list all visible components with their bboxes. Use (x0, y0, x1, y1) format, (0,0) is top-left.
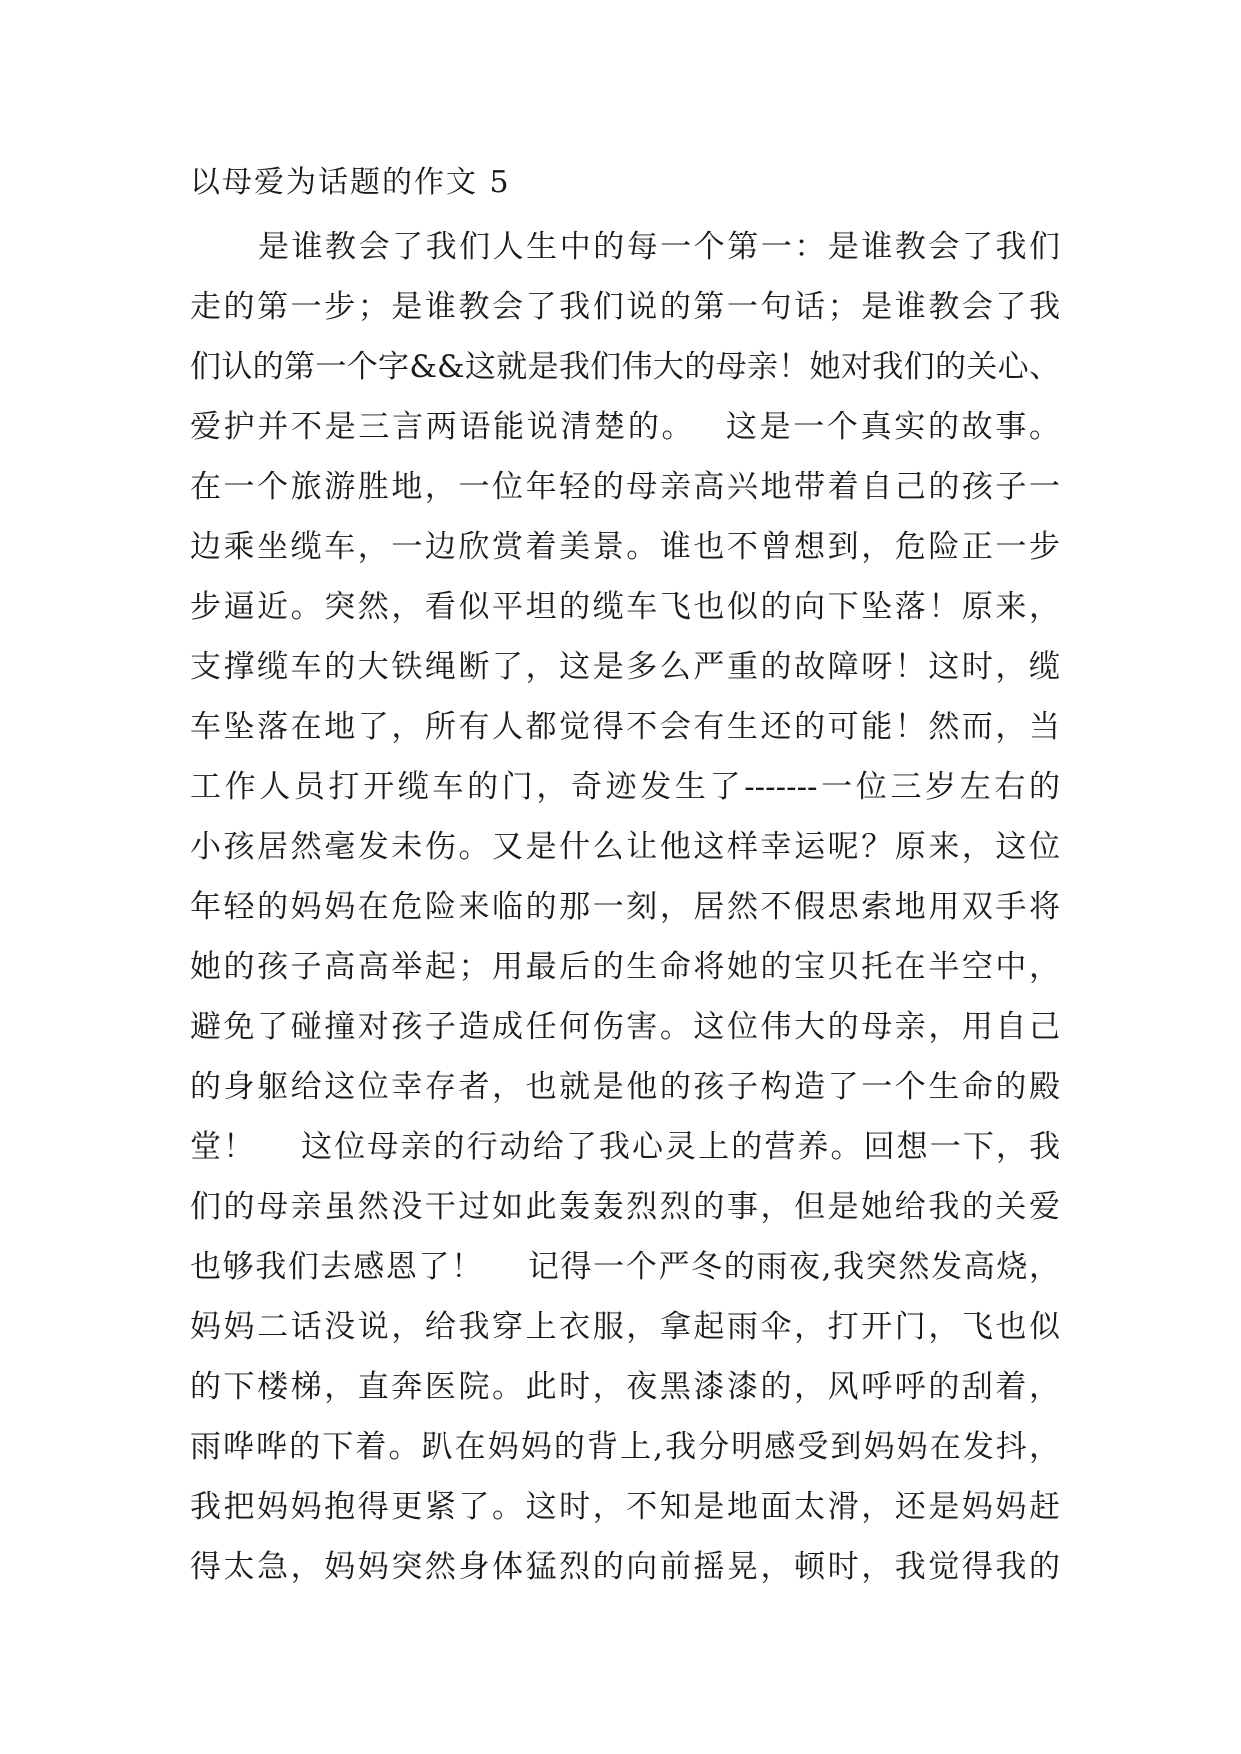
text-line: 的身躯给这位幸存者，也就是他的孩子构造了一个生命的殿 (190, 1069, 1060, 1105)
text-line: 们的母亲虽然没干过如此轰轰烈烈的事，但是她给我的关爱 (190, 1189, 1060, 1225)
text-line: 雨哗哗的下着。趴在妈妈的背上,我分明感受到妈妈在发抖， (190, 1429, 1060, 1465)
text-line: 也够我们去感恩了！ 记得一个严冬的雨夜,我突然发高烧， (190, 1249, 1060, 1285)
text-line: 的下楼梯，直奔医院。此时，夜黑漆漆的，风呼呼的刮着， (190, 1369, 1060, 1405)
text-line: 妈妈二话没说，给我穿上衣服，拿起雨伞，打开门，飞也似 (190, 1309, 1060, 1345)
document-title: 以母爱为话题的作文 5 (190, 165, 511, 200)
text-line: 边乘坐缆车，一边欣赏着美景。谁也不曾想到，危险正一步 (190, 529, 1060, 565)
text-line: 得太急，妈妈突然身体猛烈的向前摇晃，顿时，我觉得我的 (190, 1549, 1060, 1585)
text-line: 们认的第一个字&&这就是我们伟大的母亲！她对我们的关心、 (190, 349, 1060, 385)
document-body (190, 222, 1060, 1602)
text-line: 堂！ 这位母亲的行动给了我心灵上的营养。回想一下，我 (190, 1129, 1060, 1165)
text-line: 车坠落在地了，所有人都觉得不会有生还的可能！然而，当 (190, 709, 1060, 745)
text-line: 小孩居然毫发未伤。又是什么让他这样幸运呢？原来，这位 (190, 829, 1060, 865)
text-line: 步逼近。突然，看似平坦的缆车飞也似的向下坠落！原来， (190, 589, 1060, 625)
text-line: 走的第一步；是谁教会了我们说的第一句话；是谁教会了我 (190, 289, 1060, 325)
text-line: 是谁教会了我们人生中的每一个第一：是谁教会了我们 (258, 229, 1060, 265)
text-line: 支撑缆车的大铁绳断了，这是多么严重的故障呀！这时，缆 (190, 649, 1060, 685)
text-line: 我把妈妈抱得更紧了。这时，不知是地面太滑，还是妈妈赶 (190, 1489, 1060, 1525)
text-line: 在一个旅游胜地，一位年轻的母亲高兴地带着自己的孩子一 (190, 469, 1060, 505)
text-line: 她的孩子高高举起；用最后的生命将她的宝贝托在半空中， (190, 949, 1060, 985)
text-line: 年轻的妈妈在危险来临的那一刻，居然不假思索地用双手将 (190, 889, 1060, 925)
text-line: 工作人员打开缆车的门，奇迹发生了-------一位三岁左右的 (190, 769, 1060, 805)
text-line: 避免了碰撞对孩子造成任何伤害。这位伟大的母亲，用自己 (190, 1009, 1060, 1045)
text-line: 爱护并不是三言两语能说清楚的。 这是一个真实的故事。 (190, 409, 1060, 445)
